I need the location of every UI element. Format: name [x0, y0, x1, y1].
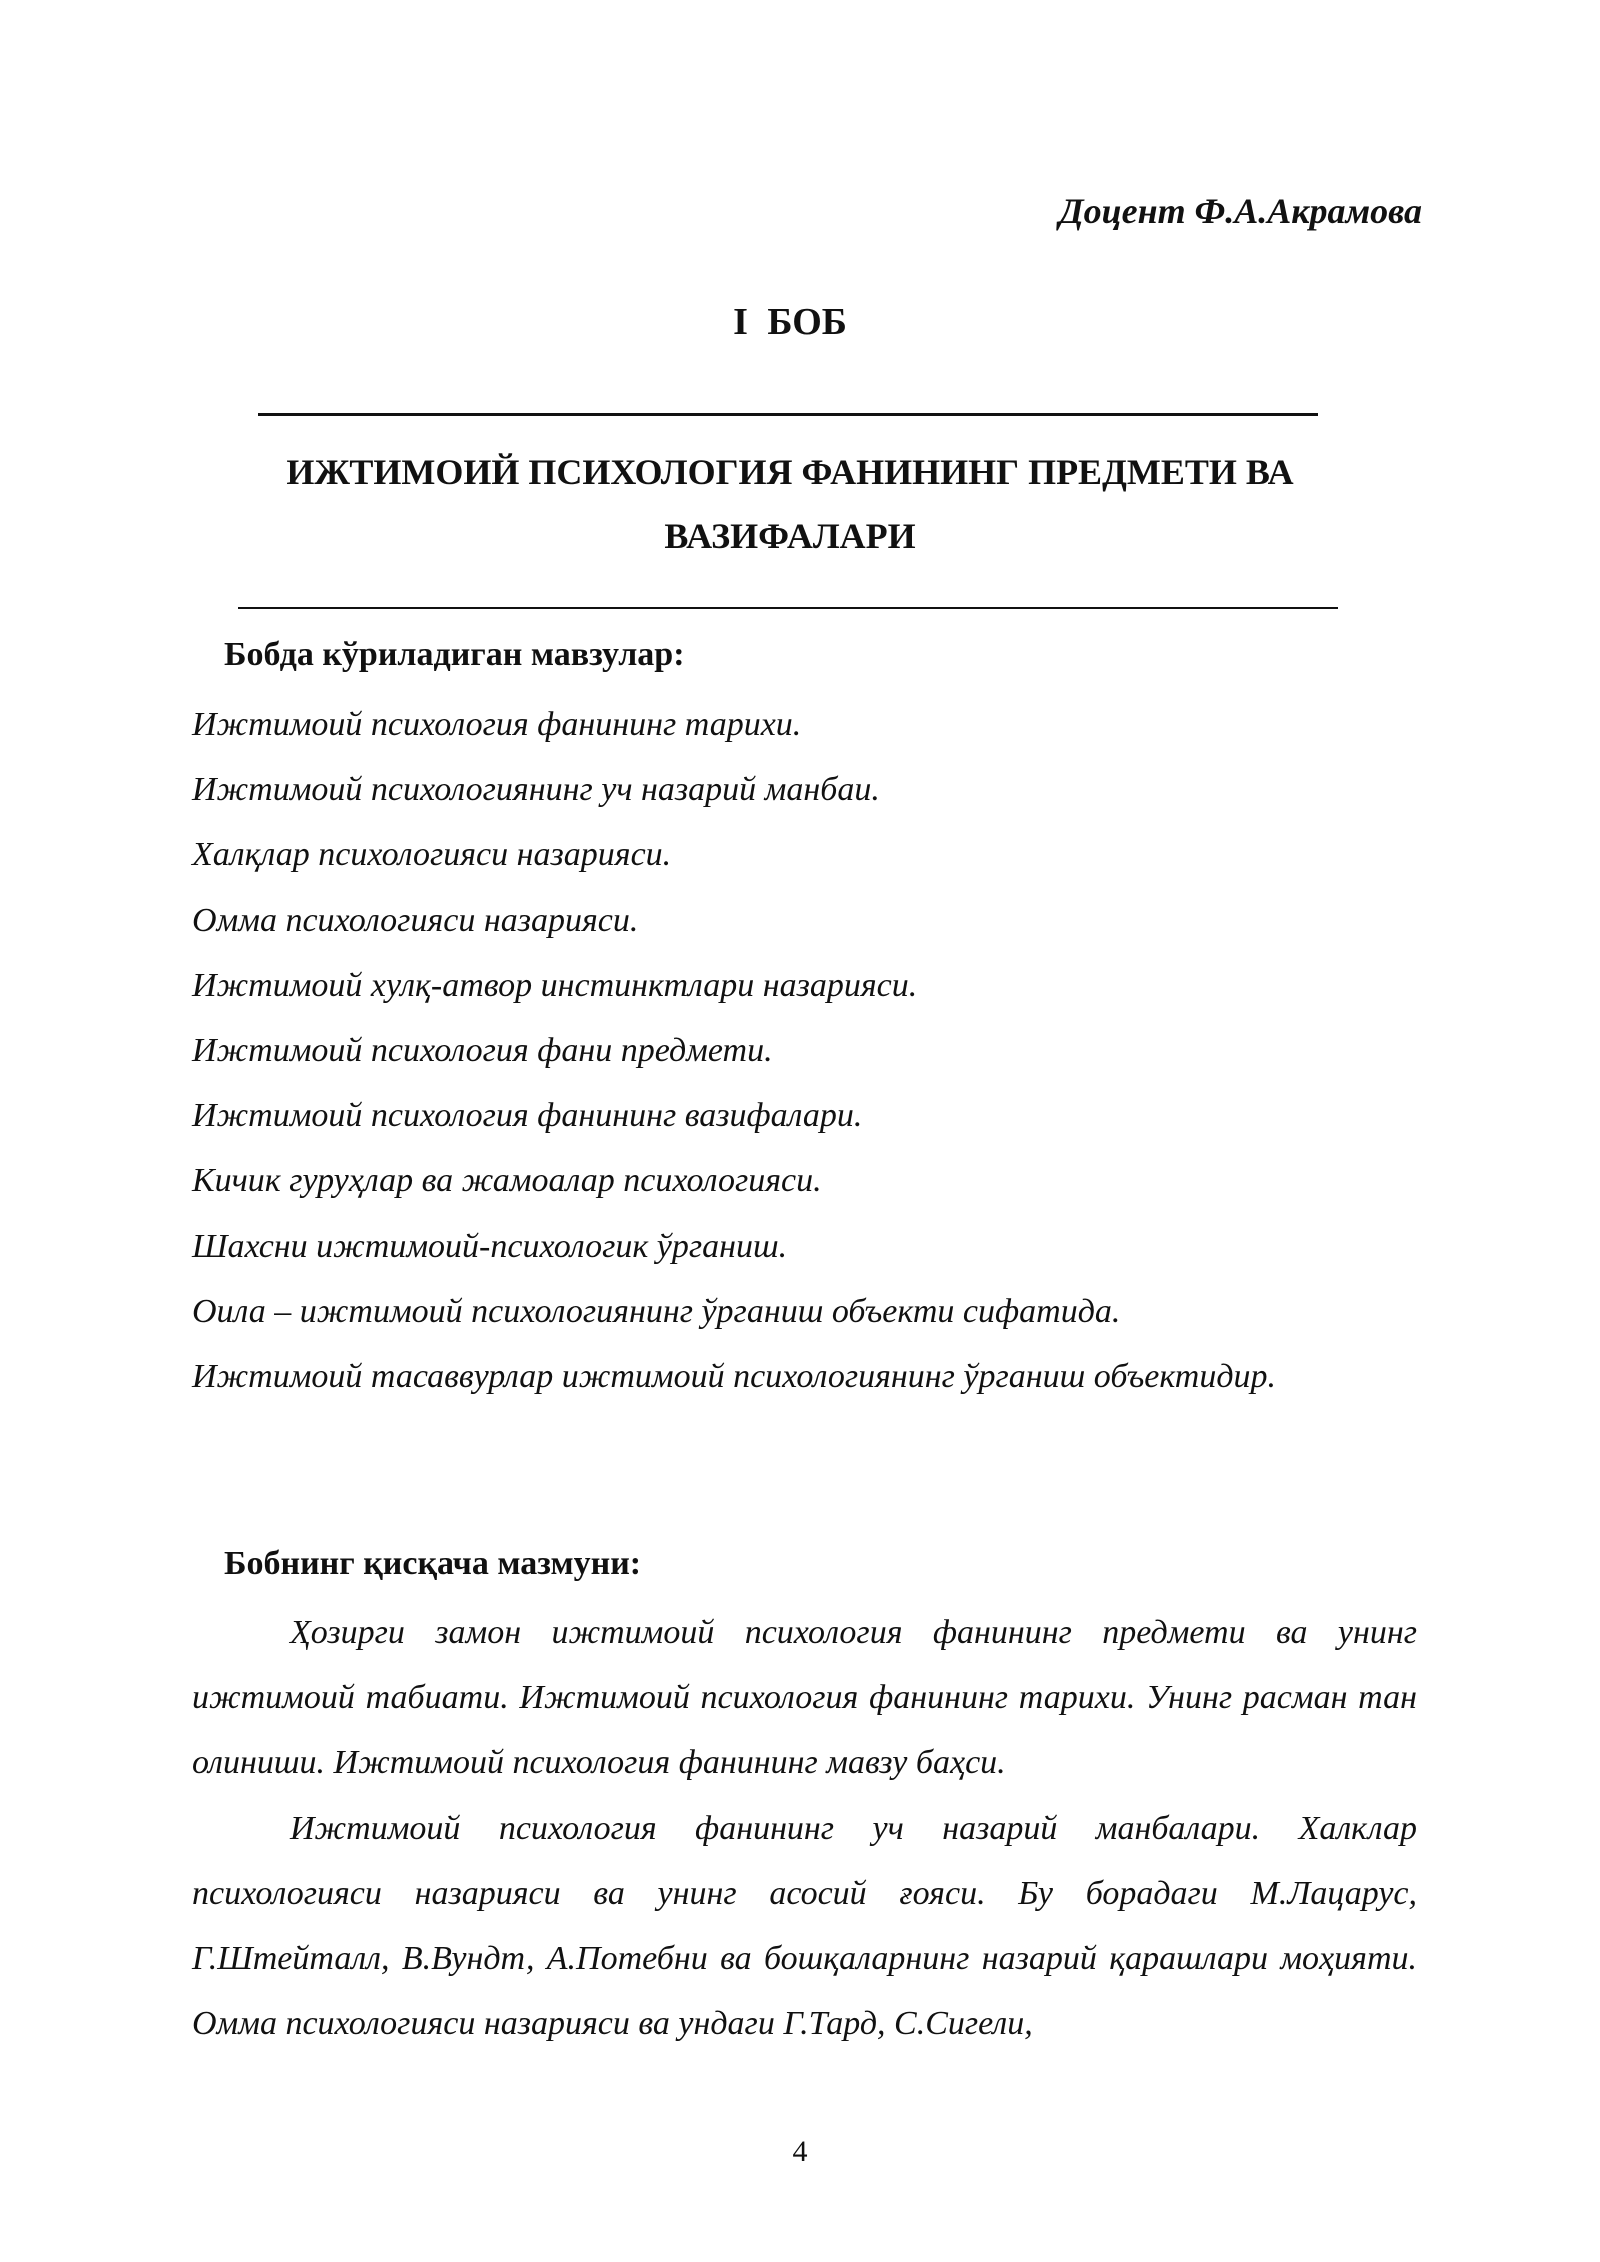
list-item: Ижтимоий психология фани предмети.	[192, 1032, 773, 1070]
list-item: Шахсни ижтимоий-психологик ўрганиш.	[192, 1227, 788, 1265]
topics-heading: Бобда кўриладиган мавзулар:	[224, 636, 685, 673]
list-item: Ижтимоий психологиянинг уч назарий манбаи.	[192, 771, 880, 809]
summary-heading: Бобнинг қисқача мазмуни:	[224, 1545, 642, 1582]
list-item: Кичик гуруҳлар ва жамоалар психологияси.	[192, 1162, 822, 1200]
list-item: Ижтимоий психология фанининг тарихи.	[192, 706, 802, 743]
summary-paragraph: Ҳозирги замон ижтимоий психология фанининг предмети ва унинг ижтимоий табиати. Ижтимоий психология фанининг тарихи. Унинг расман тан олиниши. Ижтимоий психология фанининг мавзу баҳси.	[192, 1614, 1417, 1782]
topics-list	[192, 692, 1392, 1409]
author-name: Доцент Ф.А.Акрамова	[1059, 191, 1422, 231]
list-item: Оила – ижтимоий психологиянинг ўрганиш объекти сифатида.	[192, 1292, 1121, 1330]
chapter-title: ИЖТИМОИЙ ПСИХОЛОГИЯ ФАНИНИНГ ПРЕДМЕТИ ВА ВАЗИФАЛАРИ	[286, 452, 1294, 556]
list-item: Ижтимоий психология фанининг вазифалари.	[192, 1097, 863, 1135]
list-item: Омма психологияси назарияси.	[192, 901, 639, 939]
summary-paragraph: Ижтимоий психология фанининг уч назарий манбалари. Халклар психологияси назарияси ва унинг асосий ғояси. Бу борадаги М.Лацарус, Г.Штейталл, В.Вундт, А.Потебни ва бошқаларнинг назарий қарашлари моҳияти. Омма психологияси назарияси ва ундаги Г.Тард, С.Сигели,	[192, 1809, 1417, 2043]
page-number: 4	[792, 2135, 808, 2168]
chapter-heading: I БОБ	[733, 301, 847, 343]
top-rule	[258, 413, 1318, 416]
list-item: Ижтимоий хулқ-атвор инстинктлари назарияси.	[192, 966, 918, 1004]
bottom-rule	[238, 607, 1338, 609]
list-item: Халқлар психологияси назарияси.	[192, 836, 672, 874]
summary-body	[192, 1600, 1417, 2056]
list-item: Ижтимоий тасаввурлар ижтимоий психологиянинг ўрганиш объектидир.	[192, 1358, 1277, 1396]
